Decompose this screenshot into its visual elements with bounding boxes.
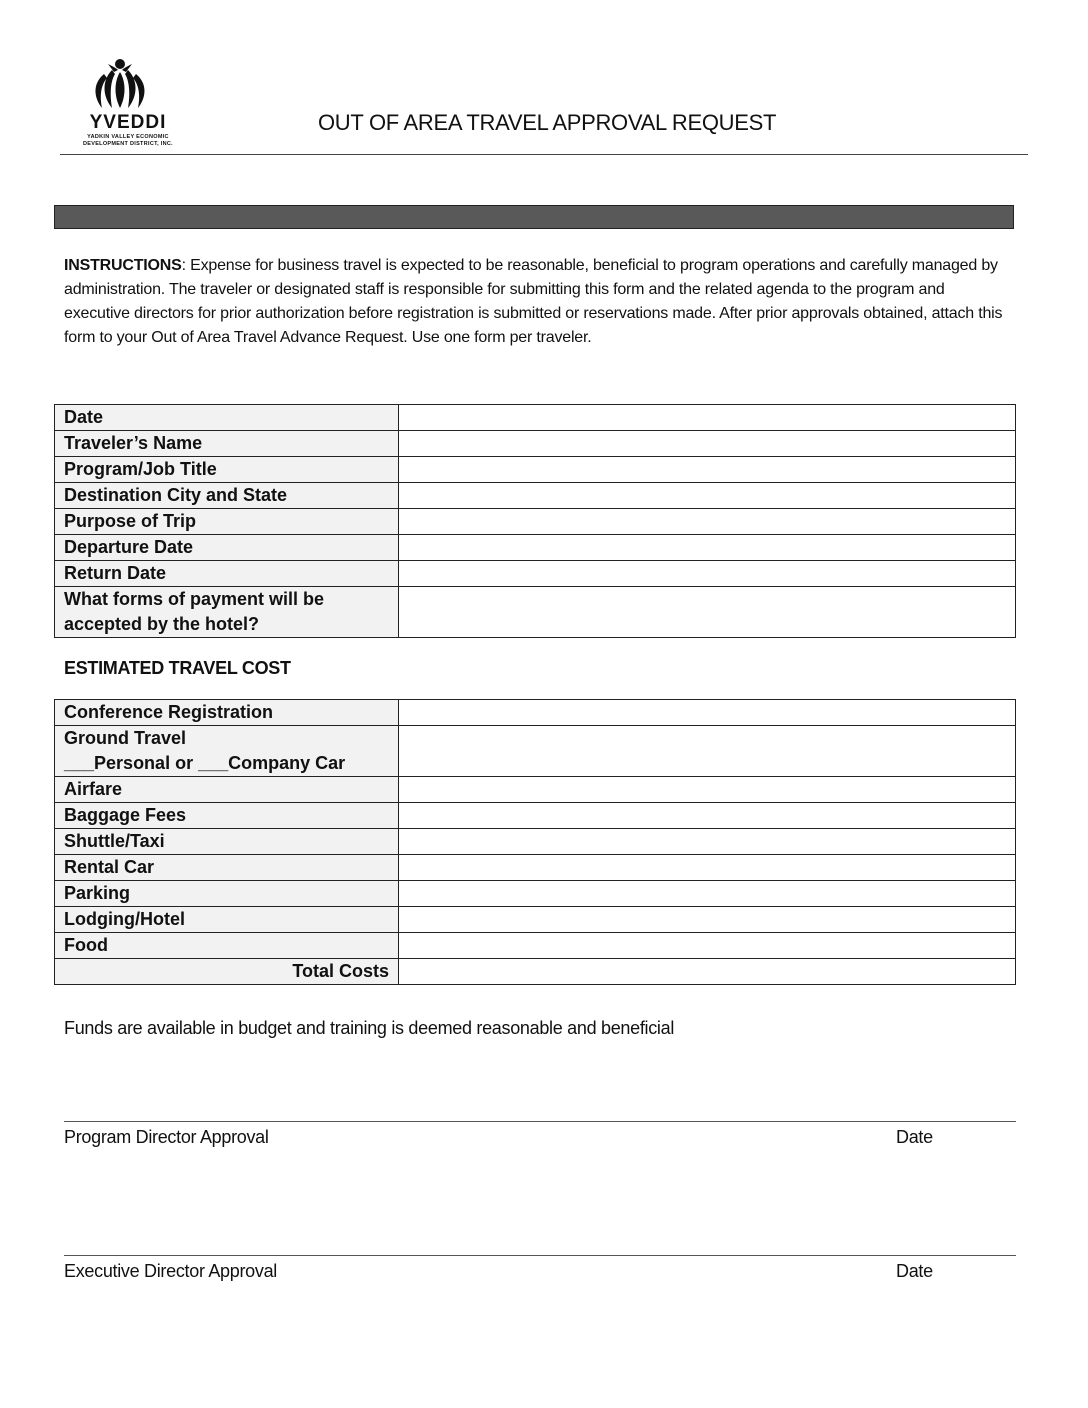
field-label-return-date: Return Date [55, 561, 399, 587]
airfare-cost-field[interactable] [399, 777, 1016, 803]
logo-subtitle: YADKIN VALLEY ECONOMIC DEVELOPMENT DISTRICT, INC. [83, 134, 173, 147]
instructions [64, 254, 1014, 350]
table-row [55, 587, 1016, 638]
shuttle-cost-field[interactable] [399, 829, 1016, 855]
departure-date-field[interactable] [399, 535, 1016, 561]
travel-cost-table [54, 699, 1016, 985]
table-row [55, 881, 1016, 907]
field-label-job-title: Program/Job Title [55, 457, 399, 483]
job-title-field[interactable] [399, 457, 1016, 483]
cost-label-lodging: Lodging/Hotel [55, 907, 399, 933]
executive-director-date-label: Date [896, 1261, 933, 1281]
executive-director-approval-label: Executive Director Approval [64, 1261, 277, 1281]
program-director-date-label: Date [896, 1127, 933, 1147]
table-row [55, 855, 1016, 881]
logo-name: YVEDDI [89, 112, 167, 133]
ground-travel-cost-field[interactable] [399, 726, 1016, 777]
table-row [55, 907, 1016, 933]
table-row [55, 405, 1016, 431]
document-title: OUT OF AREA TRAVEL APPROVAL REQUEST [318, 110, 777, 135]
table-row [55, 457, 1016, 483]
instructions-label: INSTRUCTIONS [64, 257, 182, 274]
cost-label-ground-travel: Ground Travel ___Personal or ___Company Car [55, 726, 399, 777]
lodging-cost-field[interactable] [399, 907, 1016, 933]
cost-label-total: Total Costs [55, 959, 399, 985]
program-director-signature-line[interactable] [64, 1121, 1016, 1122]
table-row [55, 535, 1016, 561]
executive-director-signature-line[interactable] [64, 1255, 1016, 1256]
header-divider [60, 154, 1028, 155]
funds-statement: Funds are available in budget and training is deemed reasonable and beneficial [64, 1018, 675, 1038]
field-label-destination: Destination City and State [55, 483, 399, 509]
program-director-approval-label: Program Director Approval [64, 1127, 269, 1147]
food-cost-field[interactable] [399, 933, 1016, 959]
total-cost-field[interactable] [399, 959, 1016, 985]
baggage-cost-field[interactable] [399, 803, 1016, 829]
table-row [55, 483, 1016, 509]
table-row [55, 509, 1016, 535]
table-row [55, 803, 1016, 829]
table-row [55, 933, 1016, 959]
table-row [55, 777, 1016, 803]
trip-info-table [54, 404, 1016, 638]
cost-label-airfare: Airfare [55, 777, 399, 803]
field-label-payment-forms: What forms of payment will be accepted by the hotel? [55, 587, 399, 638]
table-row [55, 431, 1016, 457]
field-label-date: Date [55, 405, 399, 431]
table-row [55, 959, 1016, 985]
instructions-text: : Expense for business travel is expected to be reasonable, beneficial to program operations and carefully managed by administration. The traveler or designated staff is responsible for submitting this form and the related agenda to the program and executive directors for prior authorization before registration is submitted or reservations made. After prior approvals obtained, attach this form to your Out of Area Travel Advance Request. Use one form per traveler. [64, 257, 1003, 346]
table-row [55, 561, 1016, 587]
field-label-departure-date: Departure Date [55, 535, 399, 561]
table-row [55, 726, 1016, 777]
parking-cost-field[interactable] [399, 881, 1016, 907]
section-banner [54, 205, 1014, 229]
destination-field[interactable] [399, 483, 1016, 509]
field-label-purpose: Purpose of Trip [55, 509, 399, 535]
cost-label-registration: Conference Registration [55, 700, 399, 726]
estimated-cost-heading: ESTIMATED TRAVEL COST [64, 658, 291, 678]
table-row [55, 700, 1016, 726]
traveler-name-field[interactable] [399, 431, 1016, 457]
table-row [55, 829, 1016, 855]
cost-label-food: Food [55, 933, 399, 959]
purpose-field[interactable] [399, 509, 1016, 535]
return-date-field[interactable] [399, 561, 1016, 587]
rental-car-cost-field[interactable] [399, 855, 1016, 881]
field-label-traveler-name: Traveler’s Name [55, 431, 399, 457]
logo-figure-icon [84, 58, 156, 112]
cost-label-parking: Parking [55, 881, 399, 907]
registration-cost-field[interactable] [399, 700, 1016, 726]
cost-label-baggage: Baggage Fees [55, 803, 399, 829]
cost-label-rental-car: Rental Car [55, 855, 399, 881]
payment-forms-field[interactable] [399, 587, 1016, 638]
date-field[interactable] [399, 405, 1016, 431]
yveddi-logo [64, 58, 184, 150]
cost-label-shuttle: Shuttle/Taxi [55, 829, 399, 855]
